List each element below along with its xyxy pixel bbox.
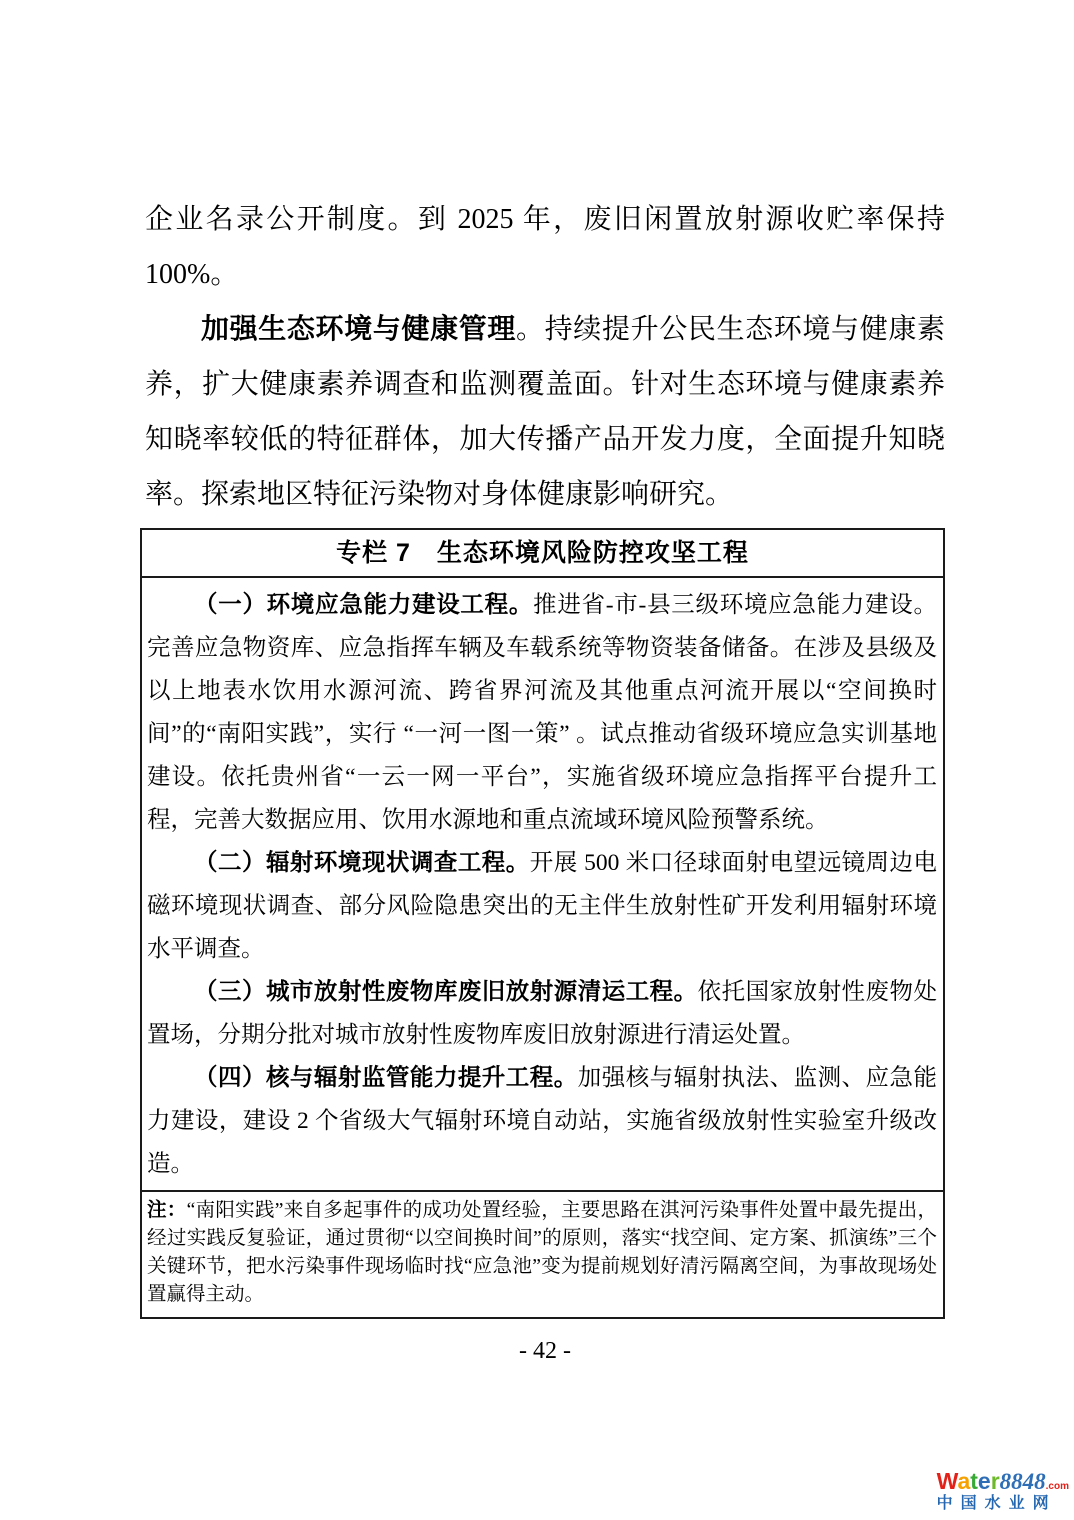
feature-box-body	[142, 578, 943, 1190]
paragraph-lead: 加强生态环境与健康管理	[201, 314, 517, 345]
watermark-wordmark	[937, 1470, 1069, 1493]
box-item-4	[147, 1057, 937, 1186]
main-text	[145, 192, 945, 522]
watermark-subtitle: 中国水业网	[936, 1495, 1057, 1512]
box-note-lead: 注：	[147, 1200, 187, 1221]
watermark-letter: r	[990, 1468, 1000, 1494]
paragraph-continuation	[145, 192, 945, 302]
paragraph-body: 。持续提升公民生态环境与健康素养，扩大健康素养调查和监测覆盖面。针对生态环境与健康素养知晓率较低的特征群体，加大传播产品开发力度，全面提升知晓率。探索地区特征污染物对身体健康影响研究。	[145, 314, 945, 510]
page-footer	[145, 1338, 945, 1365]
watermark-tld: .com	[1045, 1481, 1069, 1492]
box-item-1	[147, 584, 937, 842]
box-item-lead: （四）核与辐射监管能力提升工程。	[194, 1065, 578, 1091]
watermark-letter: e	[977, 1468, 991, 1494]
watermark-logo	[937, 1470, 1069, 1512]
feature-box-column7	[140, 528, 945, 1319]
box-item-lead: （二）辐射环境现状调查工程。	[194, 850, 530, 876]
box-item-3	[147, 971, 937, 1057]
feature-box-title: 专栏 7 生态环境风险防控攻坚工程	[142, 530, 943, 578]
box-note	[142, 1190, 943, 1317]
box-item-body: 开展 500 米口径球面射电望远镜周边电磁环境现状调查、部分风险隐患突出的无主伴生放射性矿开发利用辐射环境水平调查。	[147, 850, 938, 962]
box-item-lead: （三）城市放射性废物库废旧放射源清运工程。	[194, 979, 698, 1005]
box-item-body: 推进省-市-县三级环境应急能力建设。完善应急物资库、应急指挥车辆及车载系统等物资装备储备。在涉及县级及以上地表水饮用水源河流、跨省界河流及其他重点河流开展以“空间换时间”的“南阳实践”，实行 “一河一图一策” 。试点推动省级环境应急实训基地建设。依托贵州省“一云一网一平台”，实施省级环境应急指挥平台提升工程，完善大数据应用、饮用水源地和重点流域环境风险预警系统。	[147, 592, 937, 833]
box-item-2	[147, 842, 937, 971]
page-number: - 42 -	[519, 1338, 571, 1364]
watermark-number: 8848	[999, 1469, 1046, 1494]
paragraph-health-management	[145, 302, 945, 522]
watermark-letter: t	[970, 1468, 978, 1494]
box-item-body: 依托国家放射性废物处置场，分期分批对城市放射性废物库废旧放射源进行清运处置。	[147, 979, 938, 1048]
box-item-body: 加强核与辐射执法、监测、应急能力建设，建设 2 个省级大气辐射环境自动站，实施省级放射性实验室升级改造。	[147, 1065, 938, 1177]
watermark-letter: W	[936, 1468, 958, 1494]
watermark-letter: a	[957, 1468, 971, 1494]
box-note-body: “南阳实践”来自多起事件的成功处置经验，主要思路在淇河污染事件处置中最先提出，经过实践反复验证，通过贯彻“以空间换时间”的原则，落实“找空间、定方案、抓演练”三个关键环节，把水污染事件现场临时找“应急池”变为提前规划好清污隔离空间，为事故现场处置赢得主动。	[147, 1200, 937, 1305]
paragraph-body: 企业名录公开制度。到 2025 年，废旧闲置放射源收贮率保持 100%。	[145, 204, 945, 290]
box-item-lead: （一）环境应急能力建设工程。	[194, 592, 534, 618]
